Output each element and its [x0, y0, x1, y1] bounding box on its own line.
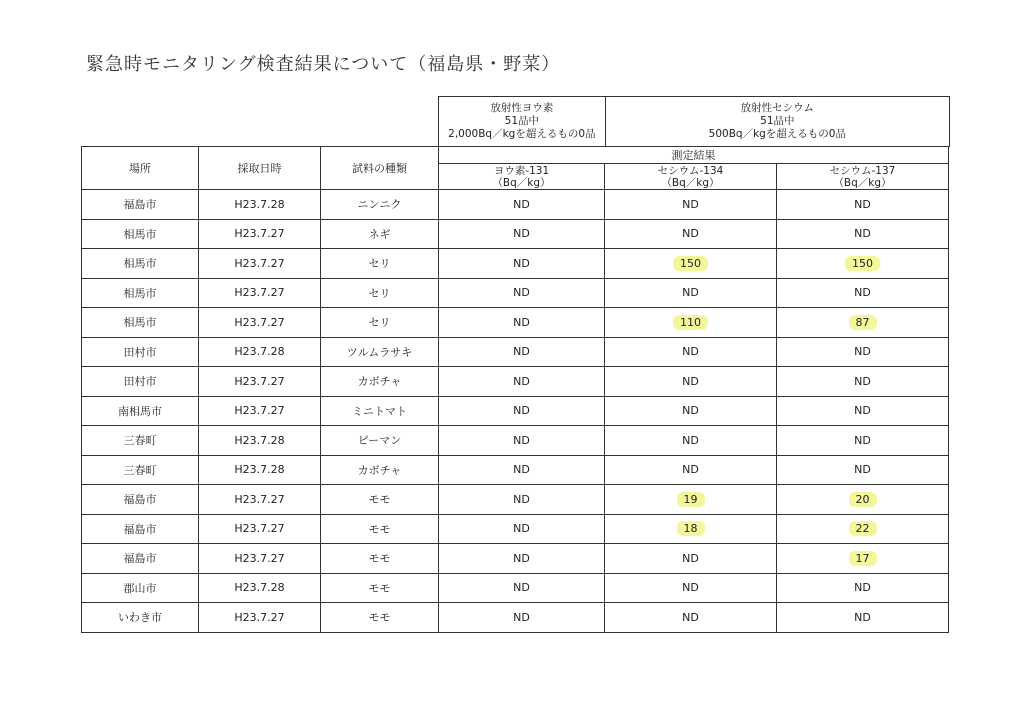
cell-date-value: H23.7.27 [234, 286, 285, 300]
cell-cs134 [605, 573, 777, 603]
table-row [82, 544, 949, 574]
table-row [82, 396, 949, 426]
cell-cs134 [605, 426, 777, 456]
cell-date [199, 190, 321, 220]
cell-cs137-value: 150 [845, 256, 880, 271]
cell-place-value: 田村市 [123, 375, 157, 389]
cell-i131-value: ND [513, 433, 530, 447]
cell-place-value: 南相馬市 [118, 404, 162, 418]
cell-sample-value: セリ [368, 286, 391, 300]
cell-cs137 [777, 426, 949, 456]
cell-sample [321, 426, 439, 456]
cell-i131-value: ND [513, 581, 530, 595]
cell-cs134-value: 150 [673, 256, 708, 271]
cell-i131-value: ND [513, 522, 530, 536]
cell-cs134-value: ND [682, 433, 699, 447]
cell-cs137-value: 17 [849, 551, 877, 566]
table-row [82, 603, 949, 633]
header-place: 場所 [82, 147, 199, 190]
cell-sample [321, 573, 439, 603]
cell-place [82, 396, 199, 426]
cell-sample-value: ネギ [368, 227, 391, 241]
cell-cs134-value: ND [682, 404, 699, 418]
cell-cs137 [777, 308, 949, 338]
cell-cs137-value: ND [854, 463, 871, 477]
cell-cs137 [777, 249, 949, 279]
table-row [82, 573, 949, 603]
cell-date [199, 514, 321, 544]
cell-date [199, 603, 321, 633]
cell-cs137 [777, 367, 949, 397]
table-row [82, 278, 949, 308]
header-cs134 [605, 164, 777, 190]
cell-cs137-value: ND [854, 610, 871, 624]
cell-place [82, 308, 199, 338]
summary-iodine [439, 97, 606, 146]
cell-cs137-value: 87 [849, 315, 877, 330]
cell-date [199, 485, 321, 515]
cell-cs137 [777, 573, 949, 603]
cell-sample [321, 485, 439, 515]
cell-i131 [439, 249, 605, 279]
cell-cs137 [777, 219, 949, 249]
cell-i131 [439, 485, 605, 515]
cell-i131-value: ND [513, 256, 530, 270]
header-cs134-unit: （Bq／kg） [661, 176, 720, 189]
cell-sample-value: モモ [368, 611, 391, 625]
cell-cs134 [605, 278, 777, 308]
cell-place-value: 田村市 [123, 345, 157, 359]
cell-i131 [439, 426, 605, 456]
cell-cs137-value: ND [854, 433, 871, 447]
cell-cs137-value: 20 [849, 492, 877, 507]
cell-cs134 [605, 603, 777, 633]
cell-i131 [439, 308, 605, 338]
cell-date [199, 278, 321, 308]
cell-place-value: いわき市 [118, 611, 162, 625]
cell-sample [321, 249, 439, 279]
cell-place-value: 三春町 [123, 463, 157, 477]
cell-place-value: 三春町 [123, 434, 157, 448]
cell-sample [321, 514, 439, 544]
cell-cs134 [605, 455, 777, 485]
cell-cs137-value: 22 [849, 521, 877, 536]
cell-i131-value: ND [513, 463, 530, 477]
cell-sample-value: ミニトマト [352, 404, 407, 418]
cell-i131 [439, 337, 605, 367]
cell-date [199, 308, 321, 338]
cell-date [199, 426, 321, 456]
cell-cs134 [605, 337, 777, 367]
cell-date-value: H23.7.28 [234, 581, 285, 595]
cell-date-value: H23.7.27 [234, 227, 285, 241]
cell-sample-value: モモ [368, 581, 391, 595]
table-row [82, 190, 949, 220]
cell-i131 [439, 219, 605, 249]
cell-date-value: H23.7.27 [234, 256, 285, 270]
cell-place-value: 相馬市 [123, 257, 157, 271]
cell-i131-value: ND [513, 197, 530, 211]
cell-place-value: 相馬市 [123, 227, 157, 241]
summary-cesium-threshold: 500Bq／kgを超えるもの0品 [708, 128, 846, 140]
cell-place [82, 485, 199, 515]
cell-cs137-value: ND [854, 374, 871, 388]
cell-sample-value: セリ [368, 316, 391, 330]
cell-cs134-value: 110 [673, 315, 708, 330]
header-cs134-label: セシウム-134 [657, 164, 724, 177]
header-measurement: 測定結果 [439, 147, 949, 164]
cell-i131-value: ND [513, 374, 530, 388]
cell-cs134 [605, 396, 777, 426]
cell-date [199, 455, 321, 485]
cell-cs137-value: ND [854, 345, 871, 359]
table-row [82, 337, 949, 367]
cell-date-value: H23.7.27 [234, 610, 285, 624]
table-row [82, 514, 949, 544]
cell-cs134-value: ND [682, 227, 699, 241]
cell-sample [321, 219, 439, 249]
header-cs137 [777, 164, 949, 190]
cell-cs134-value: ND [682, 463, 699, 477]
cell-i131-value: ND [513, 286, 530, 300]
summary-iodine-count: 51品中 [504, 115, 540, 127]
cell-sample [321, 308, 439, 338]
cell-place-value: 福島市 [123, 493, 157, 507]
cell-date-value: H23.7.28 [234, 433, 285, 447]
cell-cs134-value: 18 [677, 521, 705, 536]
cell-date [199, 396, 321, 426]
cell-cs137 [777, 278, 949, 308]
cell-i131-value: ND [513, 404, 530, 418]
cell-i131-value: ND [513, 227, 530, 241]
cell-sample-value: セリ [368, 257, 391, 271]
cell-i131 [439, 367, 605, 397]
cell-place [82, 544, 199, 574]
cell-i131 [439, 514, 605, 544]
summary-iodine-title: 放射性ヨウ素 [490, 102, 554, 114]
cell-place [82, 367, 199, 397]
cell-cs134-value: ND [682, 197, 699, 211]
cell-cs134 [605, 219, 777, 249]
cell-sample-value: ピーマン [357, 434, 402, 448]
cell-cs137 [777, 485, 949, 515]
cell-i131 [439, 190, 605, 220]
cell-cs134-value: ND [682, 551, 699, 565]
cell-sample-value: モモ [368, 522, 391, 536]
cell-sample [321, 396, 439, 426]
table-row [82, 367, 949, 397]
cell-cs134-value: ND [682, 610, 699, 624]
cell-place-value: 福島市 [123, 552, 157, 566]
cell-date-value: H23.7.27 [234, 374, 285, 388]
cell-place [82, 219, 199, 249]
cell-cs137-value: ND [854, 581, 871, 595]
cell-i131-value: ND [513, 345, 530, 359]
cell-sample [321, 337, 439, 367]
cell-date [199, 249, 321, 279]
cell-date [199, 573, 321, 603]
cell-date-value: H23.7.27 [234, 522, 285, 536]
cell-sample-value: ニンニク [357, 198, 402, 212]
cell-place [82, 573, 199, 603]
table-row [82, 485, 949, 515]
table-row [82, 308, 949, 338]
cell-cs137-value: ND [854, 286, 871, 300]
cell-place [82, 278, 199, 308]
table-row [82, 249, 949, 279]
cell-cs137 [777, 603, 949, 633]
summary-cesium-count: 51品中 [760, 115, 795, 127]
cell-sample-value: カボチャ [357, 375, 402, 389]
cell-cs137 [777, 396, 949, 426]
summary-iodine-threshold: 2,000Bq／kgを超えるもの0品 [448, 128, 596, 140]
cell-cs134 [605, 249, 777, 279]
cell-i131 [439, 573, 605, 603]
table-row [82, 455, 949, 485]
cell-i131 [439, 455, 605, 485]
cell-place-value: 郡山市 [123, 581, 157, 595]
cell-place-value: 福島市 [123, 198, 157, 212]
cell-i131 [439, 396, 605, 426]
cell-date-value: H23.7.27 [234, 551, 285, 565]
cell-cs137 [777, 455, 949, 485]
cell-cs134-value: ND [682, 345, 699, 359]
cell-place [82, 603, 199, 633]
cell-place [82, 190, 199, 220]
cell-sample [321, 278, 439, 308]
cell-sample [321, 367, 439, 397]
cell-place [82, 249, 199, 279]
header-i131 [439, 164, 605, 190]
cell-place [82, 514, 199, 544]
cell-date [199, 337, 321, 367]
cell-cs134-value: 19 [677, 492, 705, 507]
cell-date [199, 544, 321, 574]
cell-cs137 [777, 514, 949, 544]
cell-place [82, 337, 199, 367]
cell-sample [321, 544, 439, 574]
summary-box [438, 96, 950, 147]
cell-sample [321, 603, 439, 633]
header-cs137-label: セシウム-137 [829, 164, 896, 177]
cell-date [199, 219, 321, 249]
cell-i131-value: ND [513, 315, 530, 329]
cell-cs134-value: ND [682, 374, 699, 388]
cell-sample-value: モモ [368, 493, 391, 507]
summary-cesium [606, 97, 949, 146]
cell-date-value: H23.7.28 [234, 345, 285, 359]
cell-i131 [439, 603, 605, 633]
results-table [81, 146, 949, 633]
cell-cs134 [605, 308, 777, 338]
cell-cs137-value: ND [854, 404, 871, 418]
cell-date-value: H23.7.28 [234, 197, 285, 211]
cell-sample-value: カボチャ [357, 463, 402, 477]
page-title: 緊急時モニタリング検査結果について（福島県・野菜） [86, 54, 561, 75]
header-i131-unit: （Bq／kg） [492, 176, 551, 189]
summary-cesium-title: 放射性セシウム [740, 102, 815, 114]
cell-place [82, 455, 199, 485]
cell-sample-value: ツルムラサキ [346, 345, 413, 359]
cell-i131 [439, 544, 605, 574]
cell-place-value: 福島市 [123, 522, 157, 536]
header-date: 採取日時 [199, 147, 321, 190]
cell-date-value: H23.7.27 [234, 404, 285, 418]
header-sample: 試料の種類 [321, 147, 439, 190]
cell-date-value: H23.7.27 [234, 315, 285, 329]
cell-cs134 [605, 544, 777, 574]
cell-cs137 [777, 190, 949, 220]
cell-cs134 [605, 485, 777, 515]
table-row [82, 219, 949, 249]
cell-cs134 [605, 514, 777, 544]
cell-date [199, 367, 321, 397]
cell-place [82, 426, 199, 456]
cell-date-value: H23.7.28 [234, 463, 285, 477]
header-i131-label: ヨウ素-131 [493, 164, 550, 177]
cell-cs137 [777, 337, 949, 367]
cell-cs137 [777, 544, 949, 574]
header-cs137-unit: （Bq／kg） [833, 176, 892, 189]
cell-sample-value: モモ [368, 552, 391, 566]
cell-i131 [439, 278, 605, 308]
cell-cs134-value: ND [682, 581, 699, 595]
cell-place-value: 相馬市 [123, 286, 157, 300]
cell-i131-value: ND [513, 610, 530, 624]
cell-date-value: H23.7.27 [234, 492, 285, 506]
cell-sample [321, 455, 439, 485]
cell-place-value: 相馬市 [123, 316, 157, 330]
cell-cs137-value: ND [854, 227, 871, 241]
cell-cs134 [605, 367, 777, 397]
cell-sample [321, 190, 439, 220]
cell-i131-value: ND [513, 492, 530, 506]
cell-i131-value: ND [513, 551, 530, 565]
cell-cs134-value: ND [682, 286, 699, 300]
cell-cs134 [605, 190, 777, 220]
cell-cs137-value: ND [854, 197, 871, 211]
table-row [82, 426, 949, 456]
